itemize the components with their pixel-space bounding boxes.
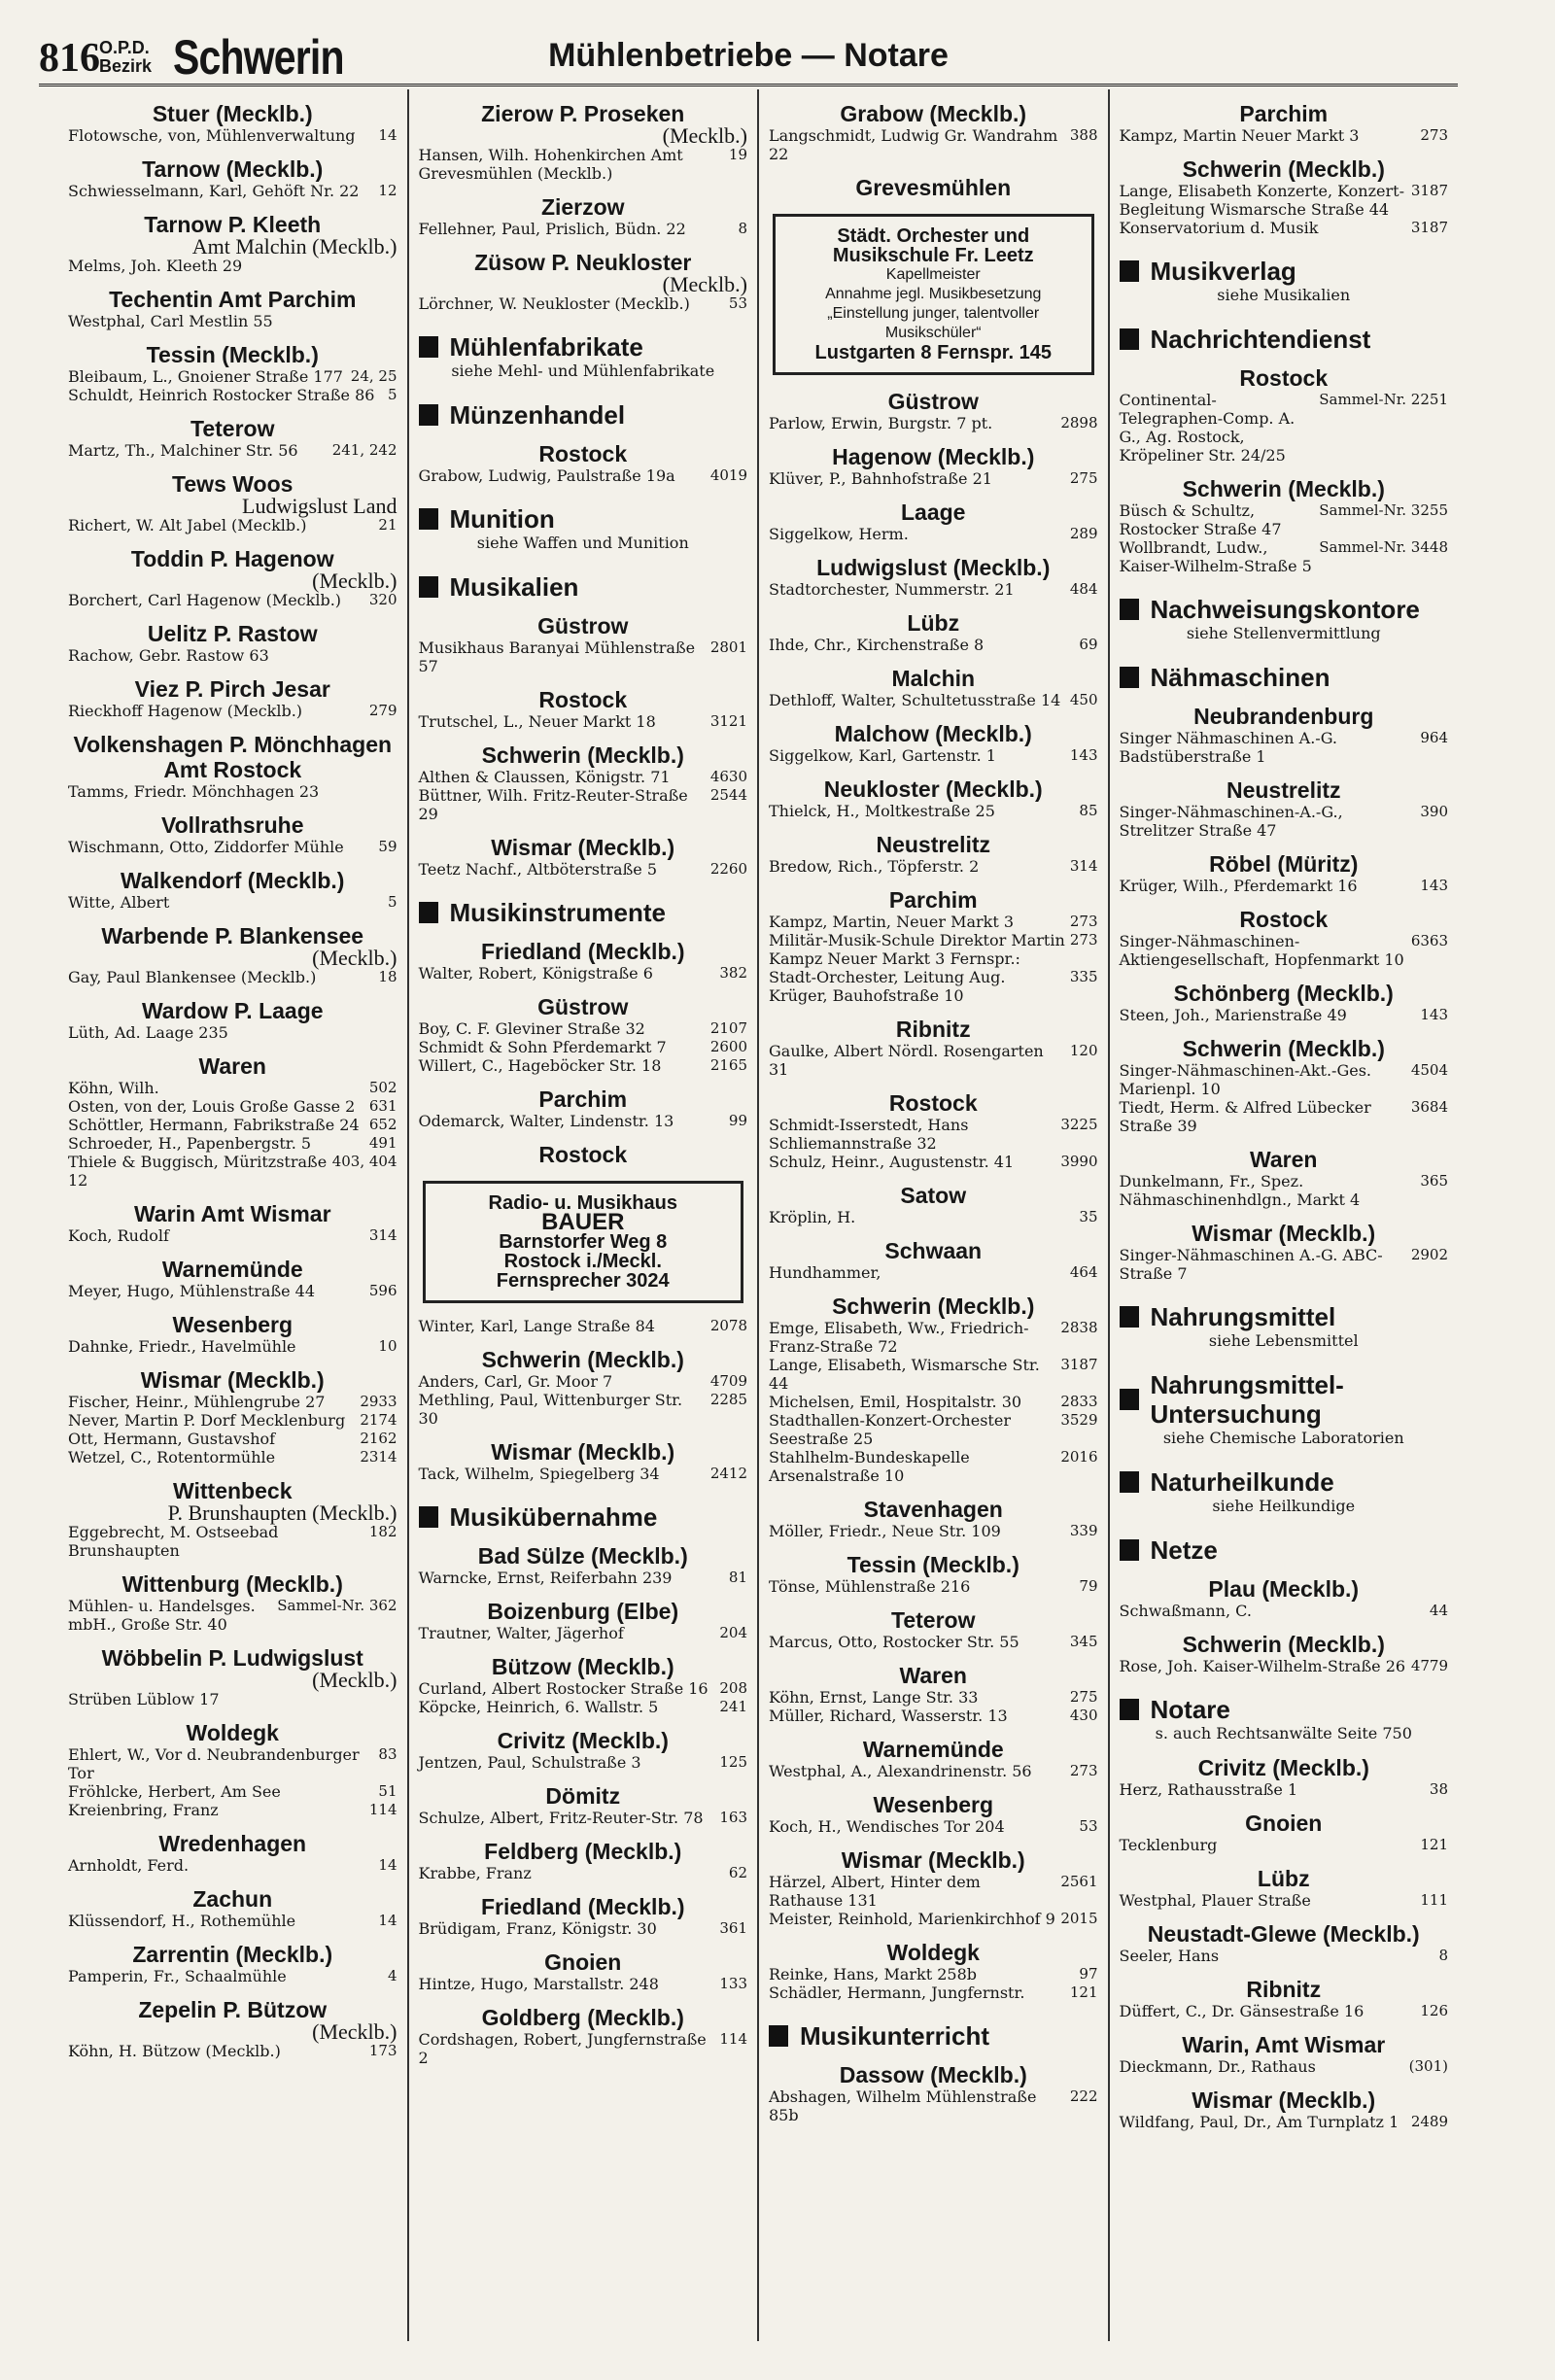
category-reference: siehe Chemische Laboratorien — [1162, 1429, 1404, 1447]
location-heading: Zepelin P. Bützow — [138, 1997, 328, 2022]
list-item: Tamms, Friedr. Mönchhagen 23 — [68, 782, 320, 801]
list-item: Düffert, C., Dr. Gänsestraße 16 126 — [1119, 2002, 1448, 2020]
location-heading: Plau (Mecklb.) — [1208, 1576, 1360, 1602]
location-heading: Stuer (Mecklb.) — [152, 101, 313, 126]
list-item: Parlow, Erwin, Burgstr. 7 pt. 2898 — [769, 414, 1098, 432]
location-heading: Tarnow P. Kleeth — [144, 212, 322, 237]
location-heading: Neubrandenburg — [1193, 704, 1374, 729]
list-item: Wildfang, Paul, Dr., Am Turnplatz 1 2489 — [1119, 2113, 1448, 2131]
location-heading: Rostock — [1239, 907, 1329, 932]
category-heading: Musikinstrumente — [419, 898, 748, 927]
location-heading: Wismar (Mecklb.) — [1192, 2087, 1376, 2113]
location-heading: Neustrelitz — [1226, 777, 1341, 803]
location-heading: Wismar (Mecklb.) — [841, 1847, 1025, 1873]
square-bullet-icon — [1120, 1306, 1139, 1328]
location-heading: Rostock — [538, 687, 628, 712]
location-subheading: Ludwigslust Land — [242, 494, 397, 518]
district-city: Schwerin — [173, 30, 344, 85]
location-heading: Waren — [899, 1663, 967, 1688]
list-item: Osten, von der, Louis Große Gasse 2 631 — [68, 1097, 397, 1116]
advertisement-box — [423, 1181, 744, 1303]
list-item: Lüth, Ad. Laage 235 — [68, 1023, 228, 1042]
location-heading: Wismar (Mecklb.) — [491, 835, 675, 860]
category-heading: Naturheilkunde — [1120, 1467, 1449, 1497]
location-heading: Schwerin (Mecklb.) — [481, 1347, 684, 1372]
list-item: Koch, Rudolf 314 — [68, 1226, 397, 1245]
list-item: Krabbe, Franz 62 — [418, 1864, 747, 1882]
location-heading: Friedland (Mecklb.) — [480, 1894, 685, 1919]
square-bullet-icon — [1120, 1471, 1139, 1493]
list-item: Kampz, Martin, Neuer Markt 3 273 — [769, 913, 1098, 931]
list-item: Klüver, P., Bahnhofstraße 21 275 — [769, 469, 1098, 488]
location-heading: Schwerin (Mecklb.) — [832, 1293, 1035, 1319]
list-item: Tiedt, Herm. & Alfred Lübecker Straße 39 3684 — [1119, 1098, 1448, 1135]
list-item: Melms, Joh. Kleeth 29 — [68, 257, 243, 275]
list-item: Anders, Carl, Gr. Moor 7 4709 — [418, 1372, 747, 1391]
list-item: Flotowsche, von, Mühlenverwaltung 14 — [68, 126, 397, 145]
list-item: Witte, Albert 5 — [68, 893, 397, 912]
category-heading: Munition — [419, 504, 748, 534]
location-subheading: Amt Malchin (Mecklb.) — [191, 234, 397, 259]
location-heading: Ribnitz — [895, 1017, 971, 1042]
list-item: Müller, Richard, Wasserstr. 13 430 — [769, 1707, 1098, 1725]
location-heading: Waren — [1250, 1147, 1318, 1172]
category-reference: siehe Waffen und Munition — [476, 534, 689, 552]
location-heading: Feldberg (Mecklb.) — [484, 1839, 682, 1864]
page-number: 816 — [39, 36, 100, 81]
list-item: Warncke, Ernst, Reiferbahn 239 81 — [418, 1569, 747, 1587]
list-item: Boy, C. F. Gleviner Straße 32 2107 — [418, 1019, 747, 1038]
list-item: Arnholdt, Ferd. 14 — [68, 1856, 397, 1875]
list-item: Westphal, A., Alexandrinenstr. 56 273 — [769, 1762, 1098, 1780]
square-bullet-icon — [1120, 667, 1139, 688]
category-reference: s. auch Rechtsanwälte Seite 750 — [1155, 1724, 1412, 1742]
location-heading: Malchin — [891, 666, 976, 691]
square-bullet-icon — [1120, 1699, 1139, 1720]
location-heading: Crivitz (Mecklb.) — [497, 1728, 669, 1753]
location-heading: Wismar (Mecklb.) — [491, 1439, 675, 1465]
list-item: Tack, Wilhelm, Spiegelberg 34 2412 — [418, 1465, 747, 1483]
location-heading: Schwerin (Mecklb.) — [1182, 1036, 1385, 1061]
location-heading: Parchim — [888, 887, 978, 913]
list-item: Curland, Albert Rostocker Straße 16 208 — [418, 1679, 747, 1698]
location-heading: Toddin P. Hagenow — [130, 546, 334, 571]
list-item: Gaulke, Albert Nördl. Rosengarten 31 120 — [769, 1042, 1098, 1079]
category-heading: Nahrungsmittel-Untersuchung — [1120, 1370, 1449, 1429]
list-item: Schmidt & Sohn Pferdemarkt 7 2600 — [418, 1038, 747, 1056]
location-heading: Wesenberg — [873, 1792, 994, 1817]
list-item: Köhn, Wilh. 502 — [68, 1079, 397, 1097]
square-bullet-icon — [1120, 328, 1139, 350]
list-item: Rachow, Gebr. Rastow 63 — [68, 646, 269, 665]
location-heading: Schwaan — [884, 1238, 983, 1263]
list-item: Dahnke, Friedr., Havelmühle 10 — [68, 1337, 397, 1356]
location-heading: Lübz — [907, 610, 960, 636]
list-item: Lange, Elisabeth, Wismarsche Str. 44 3187 — [769, 1356, 1098, 1393]
list-item: Winter, Karl, Lange Straße 84 2078 — [418, 1317, 747, 1335]
ad-line: BAUER — [541, 1209, 625, 1235]
column-1 — [58, 89, 409, 2341]
list-item: Tönse, Mühlenstraße 216 79 — [769, 1577, 1098, 1596]
list-item: Richert, W. Alt Jabel (Mecklb.) 21 — [68, 516, 397, 535]
list-item: Mühlen- u. Handelsges. mbH., Große Str. 40 Sammel-Nr. 362 — [68, 1597, 397, 1634]
list-item: Althen & Claussen, Königstr. 71 4630 — [418, 768, 747, 786]
list-item: Lörchner, W. Neukloster (Mecklb.) 53 — [418, 294, 747, 313]
location-heading: Wredenhagen — [158, 1831, 307, 1856]
location-heading: Tews Woos — [172, 471, 294, 497]
list-item: Michelsen, Emil, Hospitalstr. 30 2833 — [769, 1393, 1098, 1411]
category-reference: siehe Mehl- und Mühlenfabrikate — [451, 362, 715, 380]
location-heading: Ludwigslust (Mecklb.) — [816, 555, 1051, 580]
location-heading: Neustadt-Glewe (Mecklb.) — [1147, 1921, 1420, 1947]
list-item: Hintze, Hugo, Marstallstr. 248 133 — [418, 1975, 747, 1993]
list-item: Rieckhoff Hagenow (Mecklb.) 279 — [68, 702, 397, 720]
square-bullet-icon — [419, 508, 438, 530]
list-item: Büttner, Wilh. Fritz-Reuter-Straße 29 2544 — [418, 786, 747, 823]
ad-line: Radio- u. Musikhaus — [488, 1192, 677, 1214]
square-bullet-icon — [1120, 599, 1139, 620]
location-heading: Lübz — [1257, 1866, 1310, 1891]
location-heading: Teterow — [891, 1607, 976, 1633]
list-item: Stadtorchester, Nummerstr. 21 484 — [769, 580, 1098, 599]
list-item: Trautner, Walter, Jägerhof 204 — [418, 1624, 747, 1642]
location-heading: Röbel (Müritz) — [1209, 851, 1359, 877]
list-item: Siggelkow, Herm. 289 — [769, 525, 1098, 543]
list-item: Schwiesselmann, Karl, Gehöft Nr. 22 12 — [68, 182, 397, 200]
list-item: Hansen, Wilh. Hohenkirchen Amt Grevesmühlen (Mecklb.) 19 — [418, 146, 747, 183]
location-heading: Volkenshagen P. Mönchhagen Amt Rostock — [73, 732, 393, 782]
list-item: Teetz Nachf., Altböterstraße 5 2260 — [418, 860, 747, 879]
list-item: Dunkelmann, Fr., Spez. Nähmaschinenhdlgn., Markt 4 365 — [1119, 1172, 1448, 1209]
location-heading: Parchim — [538, 1087, 628, 1112]
category-heading: Netze — [1120, 1535, 1449, 1565]
location-heading: Schwerin (Mecklb.) — [1182, 156, 1385, 182]
location-heading: Woldegk — [186, 1720, 279, 1745]
advertisement-box — [773, 214, 1094, 375]
list-item: Kröplin, H. 35 — [769, 1208, 1098, 1226]
location-heading: Techentin Amt Parchim — [109, 287, 357, 312]
square-bullet-icon — [419, 336, 438, 358]
category-heading: Notare — [1120, 1695, 1449, 1724]
list-item: Köhn, Ernst, Lange Str. 33 275 — [769, 1688, 1098, 1707]
column-3 — [759, 89, 1110, 2341]
category-reference: siehe Stellenvermittlung — [1186, 624, 1381, 642]
list-item: Stadthallen-Konzert-Orchester Seestraße 25 3529 — [769, 1411, 1098, 1448]
location-heading: Friedland (Mecklb.) — [480, 939, 685, 964]
list-item: Koch, H., Wendisches Tor 204 53 — [769, 1817, 1098, 1836]
list-item: Bredow, Rich., Töpferstr. 2 314 — [769, 857, 1098, 876]
location-heading: Schwerin (Mecklb.) — [1182, 1632, 1385, 1657]
location-heading: Rostock — [538, 1142, 628, 1167]
list-item: Singer Nähmaschinen A.-G. Badstüberstraße 1 964 — [1119, 729, 1448, 766]
category-heading: Nachrichtendienst — [1120, 325, 1449, 354]
category-heading: Nachweisungskontore — [1120, 595, 1449, 624]
list-item: Musikhaus Baranyai Mühlenstraße 57 2801 — [418, 638, 747, 675]
column-4 — [1110, 89, 1459, 2341]
location-subheading: (Mecklb.) — [312, 569, 397, 593]
opd-label: O.P.D. — [99, 38, 150, 57]
location-subheading: (Mecklb.) — [312, 946, 397, 970]
location-heading: Boizenburg (Elbe) — [487, 1599, 679, 1624]
list-item: Singer-Nähmaschinen-Akt.-Ges. Marienpl. 10 4504 — [1119, 1061, 1448, 1098]
ad-line: Annahme jegl. Musikbesetzung „Einstellung junger, talentvoller Musikschüler“ — [825, 286, 1042, 341]
ad-line: Fernsprecher 3024 — [496, 1270, 670, 1292]
location-heading: Warnemünde — [862, 1737, 1004, 1762]
location-heading: Schönberg (Mecklb.) — [1173, 981, 1394, 1006]
location-heading: Wittenbeck — [173, 1478, 293, 1503]
location-heading: Dömitz — [545, 1783, 621, 1809]
category-heading: Musikübernahme — [419, 1502, 748, 1532]
location-heading: Warnemünde — [161, 1257, 303, 1282]
ad-line: Barnstorfer Weg 8 — [499, 1231, 668, 1253]
section-title: Mühlenbetriebe — Notare — [548, 37, 949, 74]
location-heading: Viez P. Pirch Jesar — [134, 676, 330, 702]
list-item: Strüben Lüblow 17 — [68, 1690, 220, 1708]
list-item: Lange, Elisabeth Konzerte, Konzert-Begleitung Wismarsche Straße 44 3187 — [1119, 182, 1448, 219]
list-item: Abshagen, Wilhelm Mühlenstraße 85b 222 — [769, 2087, 1098, 2124]
category-reference: siehe Lebensmittel — [1208, 1331, 1359, 1350]
location-heading: Dassow (Mecklb.) — [839, 2062, 1027, 2087]
category-heading: Musikalien — [419, 572, 748, 602]
location-heading: Hagenow (Mecklb.) — [832, 444, 1035, 469]
location-heading: Stavenhagen — [863, 1497, 1003, 1522]
location-heading: Walkendorf (Mecklb.) — [121, 868, 345, 893]
list-item: Meyer, Hugo, Mühlenstraße 44 596 — [68, 1282, 397, 1300]
list-item: Kreienbring, Franz 114 — [68, 1801, 397, 1819]
location-heading: Wesenberg — [172, 1312, 294, 1337]
list-item: Schroeder, H., Papenbergstr. 5 491 — [68, 1134, 397, 1153]
square-bullet-icon — [419, 902, 438, 923]
list-item: Reinke, Hans, Markt 258b 97 — [769, 1965, 1098, 1983]
list-item: Schädler, Hermann, Jungfernstr. 121 — [769, 1983, 1098, 2002]
category-reference: siehe Heilkundige — [1212, 1497, 1356, 1515]
list-item: Continental-Telegraphen-Comp. A. G., Ag. Rostock, Kröpeliner Str. 24/25 Sammel-Nr. 2251 — [1119, 391, 1448, 465]
location-heading: Warbende P. Blankensee — [101, 923, 364, 949]
category-heading: Mühlenfabrikate — [419, 332, 748, 362]
location-subheading: (Mecklb.) — [662, 123, 747, 148]
category-heading: Nähmaschinen — [1120, 663, 1449, 692]
location-heading: Zarrentin (Mecklb.) — [132, 1942, 333, 1967]
location-heading: Woldegk — [886, 1940, 980, 1965]
square-bullet-icon — [419, 404, 438, 426]
list-item: Willert, C., Hageböcker Str. 18 2165 — [418, 1056, 747, 1075]
location-heading: Rostock — [888, 1090, 978, 1116]
list-item: Westphal, Plauer Straße 111 — [1119, 1891, 1448, 1910]
list-item: Meister, Reinhold, Marienkirchhof 9 2015 — [769, 1910, 1098, 1928]
list-item: Schöttler, Hermann, Fabrikstraße 24 652 — [68, 1116, 397, 1134]
category-heading: Musikunterricht — [769, 2021, 1098, 2051]
list-item: Konservatorium d. Musik 3187 — [1119, 219, 1448, 237]
list-item: Bleibaum, L., Gnoiener Straße 177 24, 25 — [68, 367, 397, 386]
list-item: Odemarck, Walter, Lindenstr. 13 99 — [418, 1112, 747, 1130]
location-heading: Gnoien — [544, 1949, 622, 1975]
list-item: Singer-Nähmaschinen-Aktiengesellschaft, Hopfenmarkt 10 6363 — [1119, 932, 1448, 969]
bezirk-label: Bezirk — [99, 56, 153, 76]
location-heading: Malchow (Mecklb.) — [834, 721, 1032, 746]
list-item: Stadt-Orchester, Leitung Aug. Krüger, Bauhofstraße 10 335 — [769, 968, 1098, 1005]
ad-line: Lustgarten 8 Fernspr. 145 — [814, 342, 1052, 363]
square-bullet-icon — [419, 576, 438, 598]
list-item: Brüdigam, Franz, Königstr. 30 361 — [418, 1919, 747, 1938]
list-item: Fröhlcke, Herbert, Am See 51 — [68, 1782, 397, 1801]
list-item: Jentzen, Paul, Schulstraße 3 125 — [418, 1753, 747, 1772]
list-item: Wetzel, C., Rotentormühle 2314 — [68, 1448, 397, 1466]
location-heading: Züsow P. Neukloster — [474, 250, 692, 275]
location-heading: Neustrelitz — [876, 832, 991, 857]
page-header — [39, 27, 1458, 86]
list-item: Möller, Friedr., Neue Str. 109 339 — [769, 1522, 1098, 1540]
list-item: Martz, Th., Malchiner Str. 56 241, 242 — [68, 441, 397, 460]
location-heading: Wismar (Mecklb.) — [1192, 1221, 1376, 1246]
location-heading: Wismar (Mecklb.) — [140, 1367, 325, 1393]
location-heading: Rostock — [1239, 365, 1329, 391]
location-subheading: (Mecklb.) — [662, 272, 747, 296]
columns — [58, 89, 1458, 2341]
list-item: Thiele & Buggisch, Müritzstraße 12 403, 404 — [68, 1153, 397, 1190]
list-item: Schulze, Albert, Fritz-Reuter-Str. 78 163 — [418, 1809, 747, 1827]
location-subheading: P. Brunshaupten (Mecklb.) — [167, 1500, 397, 1525]
location-heading: Schwerin (Mecklb.) — [481, 742, 684, 768]
ad-line: Rostock i./Meckl. — [503, 1251, 662, 1272]
location-heading: Neukloster (Mecklb.) — [823, 776, 1043, 802]
list-item: Fischer, Heinr., Mühlengrube 27 2933 — [68, 1393, 397, 1411]
location-heading: Wöbbelin P. Ludwigslust — [101, 1645, 363, 1671]
list-item: Schulz, Heinr., Augustenstr. 41 3990 — [769, 1153, 1098, 1171]
category-heading: Nahrungsmittel — [1120, 1302, 1449, 1331]
list-item: Dethloff, Walter, Schultetusstraße 14 450 — [769, 691, 1098, 709]
location-heading: Waren — [198, 1053, 266, 1079]
location-heading: Satow — [900, 1183, 967, 1208]
list-item: Methling, Paul, Wittenburger Str. 30 2285 — [418, 1391, 747, 1428]
list-item: Tecklenburg 121 — [1119, 1836, 1448, 1854]
ad-line: Städt. Orchester und — [837, 225, 1030, 247]
list-item: Kampz, Martin Neuer Markt 3 273 — [1119, 126, 1448, 145]
list-item: Gay, Paul Blankensee (Mecklb.) 18 — [68, 968, 397, 986]
list-item: Büsch & Schultz, Rostocker Straße 47 Sammel-Nr. 3255 — [1119, 501, 1448, 538]
list-item: Ehlert, W., Vor d. Neubrandenburger Tor 83 — [68, 1745, 397, 1782]
ad-line: Kapellmeister — [885, 266, 981, 283]
list-item: Siggelkow, Karl, Gartenstr. 1 143 — [769, 746, 1098, 765]
location-heading: Tarnow (Mecklb.) — [142, 156, 324, 182]
square-bullet-icon — [1120, 260, 1139, 282]
list-item: Singer-Nähmaschinen-A.-G., Strelitzer Straße 47 390 — [1119, 803, 1448, 840]
location-heading: Schwerin (Mecklb.) — [1182, 476, 1385, 501]
list-item: Emge, Elisabeth, Ww., Friedrich-Franz-Straße 72 2838 — [769, 1319, 1098, 1356]
location-heading: Crivitz (Mecklb.) — [1197, 1755, 1369, 1780]
location-heading: Tessin (Mecklb.) — [847, 1552, 1019, 1577]
column-2 — [409, 89, 760, 2341]
list-item: Pamperin, Fr., Schaalmühle 4 — [68, 1967, 397, 1985]
list-item: Herz, Rathausstraße 1 38 — [1119, 1780, 1448, 1799]
list-item: Härzel, Albert, Hinter dem Rathause 131 2561 — [769, 1873, 1098, 1910]
list-item: Steen, Joh., Marienstraße 49 143 — [1119, 1006, 1448, 1024]
category-reference: siehe Musikalien — [1217, 286, 1351, 304]
category-heading: Musikverlag — [1120, 257, 1449, 286]
list-item: Köpcke, Heinrich, 6. Wallstr. 5 241 — [418, 1698, 747, 1716]
list-item: Schwaßmann, C. 44 — [1119, 1602, 1448, 1620]
category-heading: Münzenhandel — [419, 400, 748, 430]
location-subheading: (Mecklb.) — [312, 1668, 397, 1692]
list-item: Borchert, Carl Hagenow (Mecklb.) 320 — [68, 591, 397, 609]
location-heading: Bützow (Mecklb.) — [491, 1654, 674, 1679]
list-item: Never, Martin P. Dorf Mecklenburg 2174 — [68, 1411, 397, 1430]
list-item: Wischmann, Otto, Ziddorfer Mühle 59 — [68, 838, 397, 856]
list-item: Seeler, Hans 8 — [1119, 1947, 1448, 1965]
location-heading: Grevesmühlen — [855, 175, 1012, 200]
location-subheading: (Mecklb.) — [312, 2019, 397, 2044]
list-item: Langschmidt, Ludwig Gr. Wandrahm 22 388 — [769, 126, 1098, 163]
list-item: Schuldt, Heinrich Rostocker Straße 86 5 — [68, 386, 397, 404]
location-heading: Ribnitz — [1246, 1977, 1322, 2002]
location-heading: Warin, Amt Wismar — [1182, 2032, 1386, 2057]
list-item: Trutschel, L., Neuer Markt 18 3121 — [418, 712, 747, 731]
list-item: Ott, Hermann, Gustavshof 2162 — [68, 1430, 397, 1448]
location-heading: Tessin (Mecklb.) — [146, 342, 319, 367]
list-item: Krüger, Wilh., Pferdemarkt 16 143 — [1119, 877, 1448, 895]
location-heading: Güstrow — [537, 994, 629, 1019]
list-item: Cordshagen, Robert, Jungfernstraße 2 114 — [418, 2030, 747, 2067]
list-item: Rose, Joh. Kaiser-Wilhelm-Straße 26 4779 — [1119, 1657, 1448, 1675]
list-item: Köhn, H. Bützow (Mecklb.) 173 — [68, 2042, 397, 2060]
list-item: Eggebrecht, M. Ostseebad Brunshaupten 182 — [68, 1523, 397, 1560]
location-heading: Güstrow — [537, 613, 629, 638]
list-item: Marcus, Otto, Rostocker Str. 55 345 — [769, 1633, 1098, 1651]
location-heading: Warin Amt Wismar — [133, 1201, 331, 1226]
location-heading: Wardow P. Laage — [141, 998, 324, 1023]
square-bullet-icon — [1120, 1389, 1139, 1410]
location-heading: Laage — [901, 500, 966, 525]
list-item: Wollbrandt, Ludw., Kaiser-Wilhelm-Straße 5 Sammel-Nr. 3448 — [1119, 538, 1448, 575]
list-item: Militär-Musik-Schule Direktor Martin Kampz Neuer Markt 3 Fernspr.: 273 — [769, 931, 1098, 968]
list-item: Dieckmann, Dr., Rathaus (301) — [1119, 2057, 1448, 2076]
location-heading: Parchim — [1239, 101, 1329, 126]
location-heading: Zierow P. Proseken — [481, 101, 685, 126]
square-bullet-icon — [769, 2025, 788, 2047]
location-heading: Bad Sülze (Mecklb.) — [477, 1543, 688, 1569]
location-heading: Güstrow — [887, 389, 979, 414]
list-item: Klüssendorf, H., Rothemühle 14 — [68, 1912, 397, 1930]
location-heading: Grabow (Mecklb.) — [840, 101, 1027, 126]
list-item: Schmidt-Isserstedt, Hans Schliemannstraße 32 3225 — [769, 1116, 1098, 1153]
location-heading: Zierzow — [540, 194, 625, 220]
location-heading: Gnoien — [1245, 1811, 1323, 1836]
list-item: Hundhammer, 464 — [769, 1263, 1098, 1282]
square-bullet-icon — [1120, 1539, 1139, 1561]
list-item: Stahlhelm-Bundeskapelle Arsenalstraße 10 2016 — [769, 1448, 1098, 1485]
ad-line: Musikschule Fr. Leetz — [832, 245, 1034, 266]
location-heading: Teterow — [190, 416, 275, 441]
list-item: Singer-Nähmaschinen A.-G. ABC-Straße 7 2902 — [1119, 1246, 1448, 1283]
square-bullet-icon — [419, 1506, 438, 1528]
list-item: Walter, Robert, Königstraße 6 382 — [418, 964, 747, 983]
location-heading: Uelitz P. Rastow — [147, 621, 318, 646]
location-heading: Goldberg (Mecklb.) — [481, 2005, 684, 2030]
location-heading: Rostock — [538, 441, 628, 466]
list-item: Westphal, Carl Mestlin 55 — [68, 312, 273, 330]
location-heading: Zachun — [192, 1886, 273, 1912]
list-item: Fellehner, Paul, Prislich, Büdn. 22 8 — [418, 220, 747, 238]
list-item: Grabow, Ludwig, Paulstraße 19a 4019 — [418, 466, 747, 485]
location-heading: Wittenburg (Mecklb.) — [121, 1571, 343, 1597]
list-item: Thielck, H., Moltkestraße 25 85 — [769, 802, 1098, 820]
location-heading: Vollrathsruhe — [160, 812, 304, 838]
list-item: Ihde, Chr., Kirchenstraße 8 69 — [769, 636, 1098, 654]
